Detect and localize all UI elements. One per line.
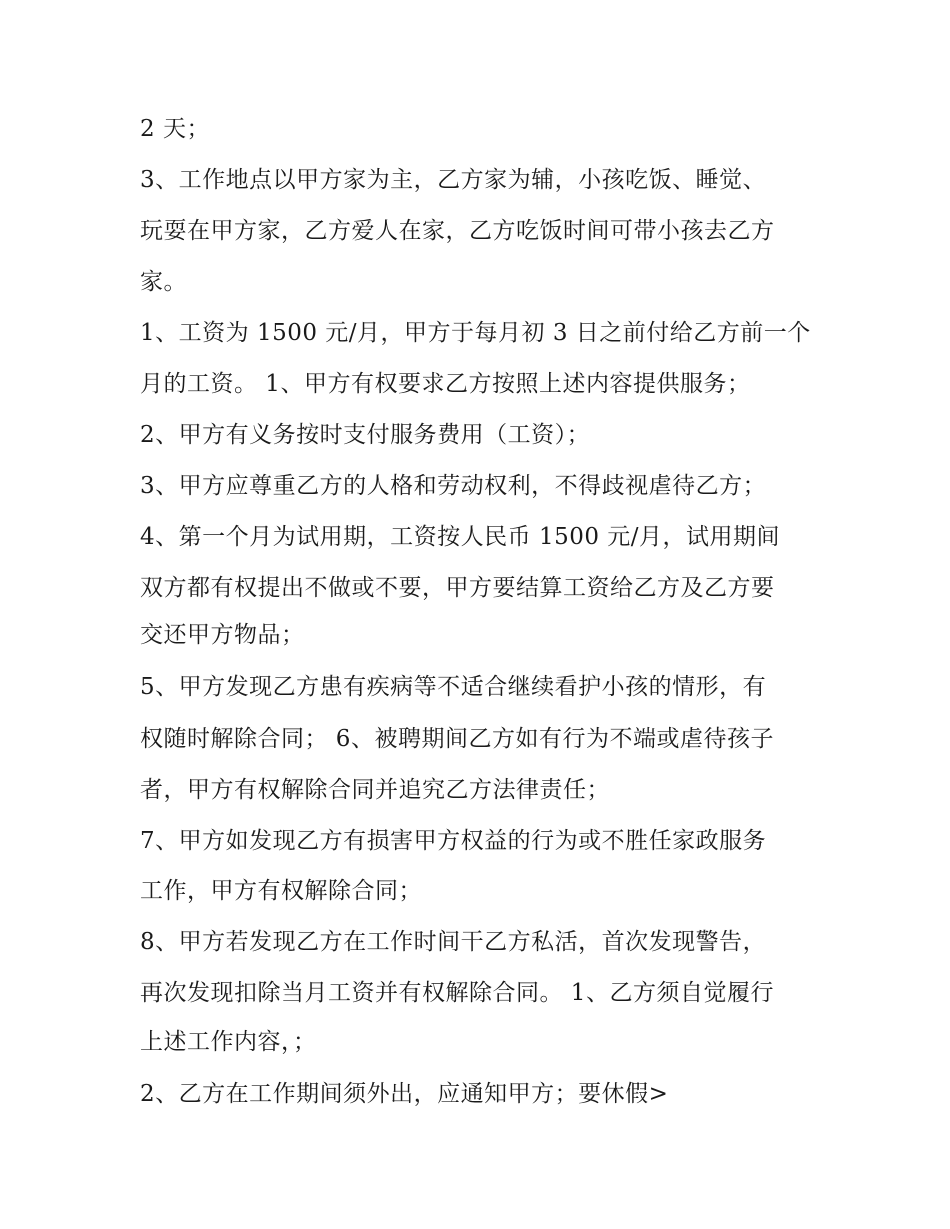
- text-line: 工作，甲方有权解除合同；: [140, 878, 422, 904]
- text-line: 5、甲方发现乙方患有疾病等不适合继续看护小孩的情形，有: [140, 674, 767, 700]
- text-line: 3、工作地点以甲方家为主，乙方家为辅，小孩吃饭、睡觉、: [140, 167, 767, 193]
- text-line: 2、乙方在工作期间须外出，应通知甲方；要休假>: [140, 1081, 669, 1107]
- text-line: 4、第一个月为试用期，工资按人民币 1500 元/月，试用期间: [140, 524, 781, 550]
- text-line: 家。: [140, 269, 187, 295]
- text-line: 2、甲方有义务按时支付服务费用（工资）；: [140, 422, 591, 448]
- text-line: 3、甲方应尊重乙方的人格和劳动权利，不得歧视虐待乙方；: [140, 473, 767, 499]
- text-line: 月的工资。 1、甲方有权要求乙方按照上述内容提供服务；: [140, 371, 751, 397]
- text-line: 交还甲方物品；: [140, 622, 305, 648]
- text-line: 上述工作内容，；: [140, 1029, 317, 1055]
- text-line: 2 天；: [140, 116, 210, 142]
- text-line: 8、甲方若发现乙方在工作时间干乙方私活，首次发现警告，: [140, 929, 767, 955]
- text-line: 权随时解除合同； 6、被聘期间乙方如有行为不端或虐待孩子: [140, 726, 774, 752]
- text-line: 再次发现扣除当月工资并有权解除合同。 1、乙方须自觉履行: [140, 980, 774, 1006]
- text-line: 双方都有权提出不做或不要，甲方要结算工资给乙方及乙方要: [140, 575, 775, 601]
- text-line: 玩耍在甲方家，乙方爱人在家，乙方吃饭时间可带小孩去乙方: [140, 218, 775, 244]
- text-line: 者，甲方有权解除合同并追究乙方法律责任；: [140, 777, 610, 803]
- text-line: 1、工资为 1500 元/月，甲方于每月初 3 日之前付给乙方前一个: [140, 320, 811, 346]
- text-line: 7、甲方如发现乙方有损害甲方权益的行为或不胜任家政服务: [140, 828, 767, 854]
